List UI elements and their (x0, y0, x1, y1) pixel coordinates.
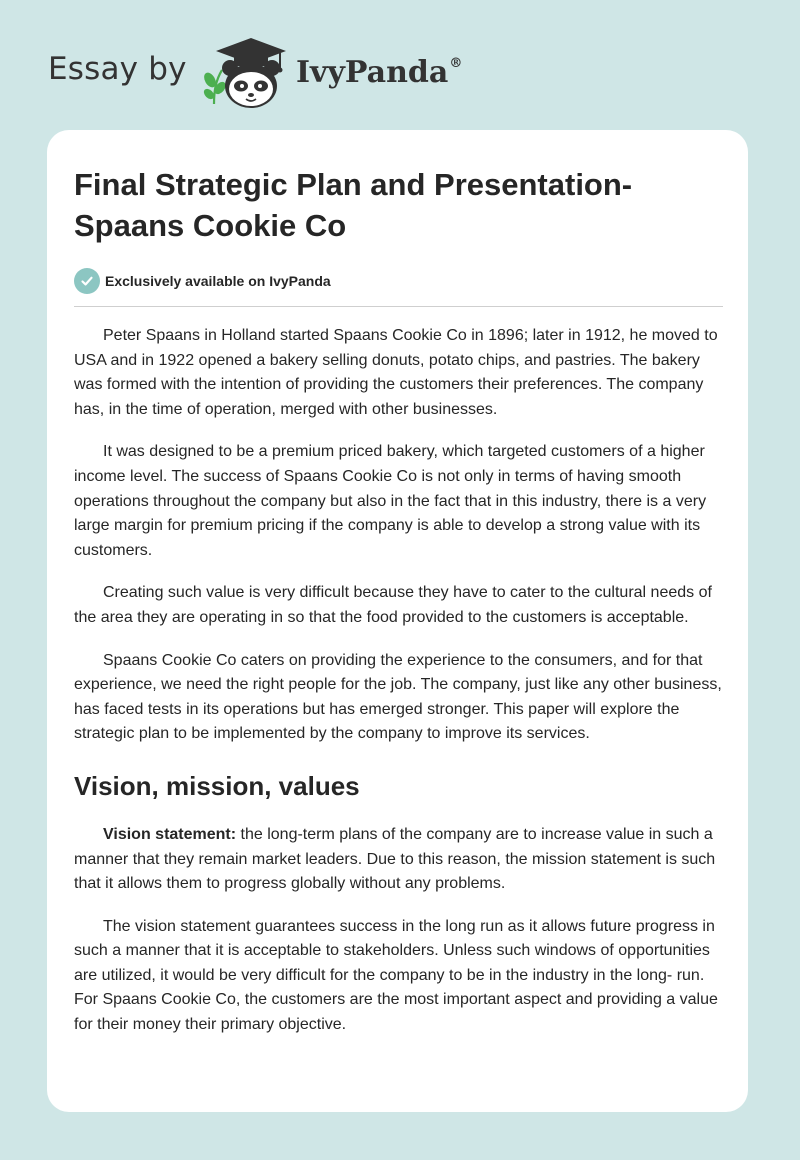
essay-by-label: Essay by (48, 51, 187, 87)
essay-card (47, 130, 748, 1112)
paragraph-2: It was designed to be a premium priced bakery, which targeted customers of a higher income level. The success of Spaans Cookie Co is not only in terms of having smooth operations throughout the company but also in the fact that in this industry, there is a very large margin for premium pricing if the company is able to develop a strong value with its customers. (74, 443, 707, 559)
closing-paragraph: The vision statement guarantees success in the long run as it allows future progress in such a manner that it is acceptable to stakeholders. Unless such windows of opportunities are utilized, it would be very difficult for the company to be in the industry in the long- run. For Spaans Cookie Co, the customers are the most important aspect and providing a value for their money their primary objective. (74, 917, 718, 1034)
section-heading: Vision, mission, values (74, 770, 360, 801)
divider (74, 306, 723, 307)
vision-text: the long-term plans of the company are to increase value in such a manner that they remain market leaders. Due to this reason, the mission statement is such that it allows them to progress globally without any problems. (74, 825, 716, 893)
exclusive-label: Exclusively available on IvyPanda (105, 273, 331, 289)
site-header (48, 34, 508, 110)
essay-content (74, 164, 724, 1038)
vision-label: Vision statement: (103, 825, 237, 843)
check-circle-icon (74, 268, 100, 294)
paragraph-1: Peter Spaans in Holland started Spaans Cookie Co in 1896; later in 1912, he moved to USA and in 1922 opened a bakery selling donuts, potato chips, and pastries. The bakery was formed with the intention of providing the customers their preferences. The company has, in the time of operation, merged with other businesses. (74, 327, 718, 418)
exclusive-badge (74, 268, 724, 294)
paragraph-3: Creating such value is very difficult because they have to cater to the cultural needs of the area they are operating in so that the food provided to the customers is acceptable. (74, 584, 712, 626)
panda-graduate-logo-icon[interactable] (200, 34, 292, 110)
brand-name[interactable]: IvyPanda® (296, 55, 463, 90)
page-title: Final Strategic Plan and Presentation- Spaans Cookie Co (74, 167, 633, 243)
vision-paragraph (74, 823, 724, 897)
paragraph-4: Spaans Cookie Co caters on providing the experience to the consumers, and for that experience, we need the right people for the job. The company, just like any other business, has faced tests in its operations but has emerged stronger. This paper will explore the strategic plan to be implemented by the company to improve its services. (74, 651, 722, 743)
registered-mark: ® (449, 56, 463, 71)
